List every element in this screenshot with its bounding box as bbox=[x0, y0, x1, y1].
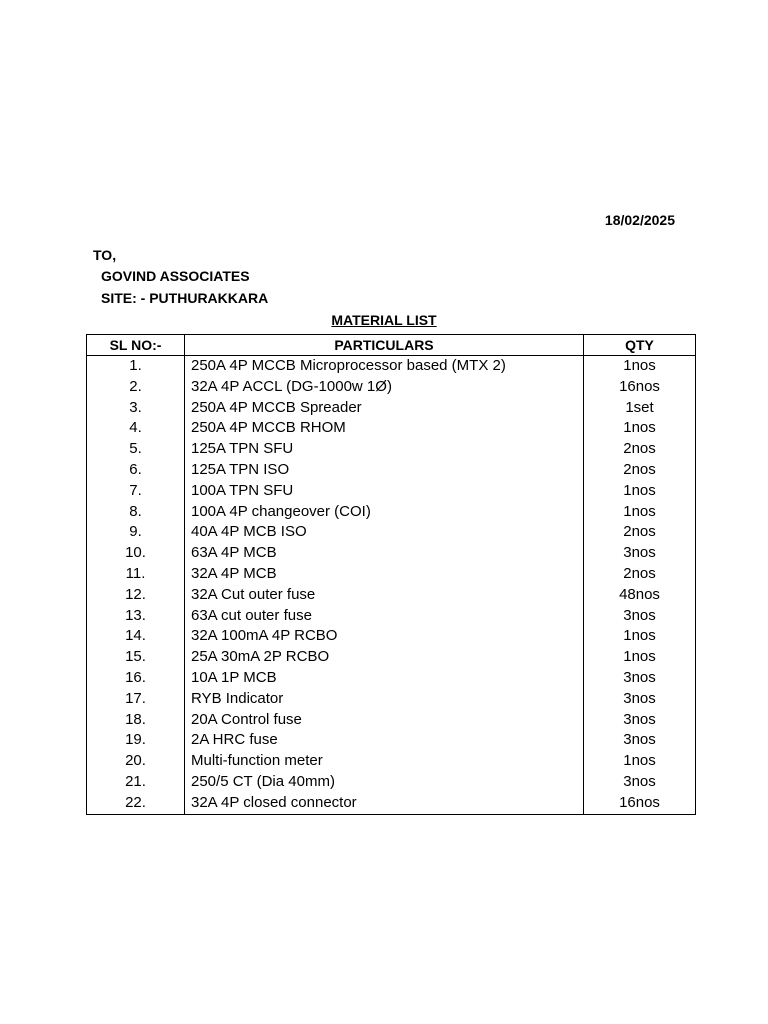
table-row bbox=[87, 772, 696, 793]
cell-qty: 3nos bbox=[584, 710, 696, 731]
table-row bbox=[87, 626, 696, 647]
cell-particular: Multi-function meter bbox=[185, 751, 584, 772]
cell-particular: 32A Cut outer fuse bbox=[185, 585, 584, 606]
cell-sl-no: 5. bbox=[87, 439, 185, 460]
cell-sl-no: 10. bbox=[87, 543, 185, 564]
cell-sl-no: 22. bbox=[87, 793, 185, 814]
cell-sl-no: 4. bbox=[87, 418, 185, 439]
header-particulars: PARTICULARS bbox=[185, 335, 584, 356]
cell-qty: 1nos bbox=[584, 418, 696, 439]
table-row bbox=[87, 398, 696, 419]
cell-qty: 1nos bbox=[584, 481, 696, 502]
header-qty: QTY bbox=[584, 335, 696, 356]
cell-qty: 1nos bbox=[584, 647, 696, 668]
table-row bbox=[87, 356, 696, 377]
cell-particular: 125A TPN SFU bbox=[185, 439, 584, 460]
cell-sl-no: 7. bbox=[87, 481, 185, 502]
cell-particular: 32A 4P MCB bbox=[185, 564, 584, 585]
cell-sl-no: 14. bbox=[87, 626, 185, 647]
table-row bbox=[87, 564, 696, 585]
table-header-row bbox=[87, 335, 696, 356]
cell-qty: 16nos bbox=[584, 377, 696, 398]
table-row bbox=[87, 543, 696, 564]
cell-sl-no: 18. bbox=[87, 710, 185, 731]
cell-sl-no: 21. bbox=[87, 772, 185, 793]
cell-sl-no: 12. bbox=[87, 585, 185, 606]
cell-particular: 40A 4P MCB ISO bbox=[185, 522, 584, 543]
cell-sl-no: 2. bbox=[87, 377, 185, 398]
cell-qty: 1nos bbox=[584, 356, 696, 377]
cell-qty: 1nos bbox=[584, 626, 696, 647]
cell-particular: 63A 4P MCB bbox=[185, 543, 584, 564]
to-label: TO, bbox=[93, 247, 117, 263]
cell-qty: 1nos bbox=[584, 502, 696, 523]
table-row bbox=[87, 522, 696, 543]
cell-particular: 63A cut outer fuse bbox=[185, 606, 584, 627]
table-row bbox=[87, 439, 696, 460]
cell-particular: 125A TPN ISO bbox=[185, 460, 584, 481]
cell-sl-no: 1. bbox=[87, 356, 185, 377]
cell-qty: 2nos bbox=[584, 522, 696, 543]
cell-particular: 20A Control fuse bbox=[185, 710, 584, 731]
cell-sl-no: 9. bbox=[87, 522, 185, 543]
table-row bbox=[87, 668, 696, 689]
cell-qty: 3nos bbox=[584, 606, 696, 627]
cell-qty: 2nos bbox=[584, 460, 696, 481]
cell-sl-no: 11. bbox=[87, 564, 185, 585]
cell-qty: 2nos bbox=[584, 564, 696, 585]
cell-particular: 250A 4P MCCB RHOM bbox=[185, 418, 584, 439]
cell-qty: 3nos bbox=[584, 689, 696, 710]
table-row bbox=[87, 647, 696, 668]
table-row bbox=[87, 710, 696, 731]
cell-qty: 16nos bbox=[584, 793, 696, 814]
cell-sl-no: 8. bbox=[87, 502, 185, 523]
cell-particular: 25A 30mA 2P RCBO bbox=[185, 647, 584, 668]
cell-particular: 100A 4P changeover (COI) bbox=[185, 502, 584, 523]
cell-particular: 10A 1P MCB bbox=[185, 668, 584, 689]
cell-sl-no: 15. bbox=[87, 647, 185, 668]
cell-sl-no: 17. bbox=[87, 689, 185, 710]
table-row bbox=[87, 730, 696, 751]
recipient-company: GOVIND ASSOCIATES bbox=[101, 268, 250, 284]
cell-sl-no: 16. bbox=[87, 668, 185, 689]
site-name: SITE: - PUTHURAKKARA bbox=[101, 290, 269, 306]
table-row bbox=[87, 606, 696, 627]
table-row bbox=[87, 481, 696, 502]
cell-qty: 3nos bbox=[584, 543, 696, 564]
cell-qty: 2nos bbox=[584, 439, 696, 460]
cell-sl-no: 3. bbox=[87, 398, 185, 419]
cell-qty: 1set bbox=[584, 398, 696, 419]
document-date: 18/02/2025 bbox=[604, 212, 675, 228]
table-row bbox=[87, 502, 696, 523]
table-row bbox=[87, 751, 696, 772]
table-row bbox=[87, 689, 696, 710]
cell-qty: 1nos bbox=[584, 751, 696, 772]
cell-sl-no: 6. bbox=[87, 460, 185, 481]
cell-qty: 3nos bbox=[584, 772, 696, 793]
cell-qty: 48nos bbox=[584, 585, 696, 606]
cell-particular: 250A 4P MCCB Microprocessor based (MTX 2) bbox=[185, 356, 584, 377]
table-body bbox=[87, 356, 696, 815]
table-row bbox=[87, 585, 696, 606]
cell-particular: 32A 4P closed connector bbox=[185, 793, 584, 814]
table-row bbox=[87, 793, 696, 814]
cell-particular: 250/5 CT (Dia 40mm) bbox=[185, 772, 584, 793]
table-row bbox=[87, 377, 696, 398]
material-table bbox=[86, 334, 696, 815]
cell-particular: 250A 4P MCCB Spreader bbox=[185, 398, 584, 419]
cell-sl-no: 19. bbox=[87, 730, 185, 751]
cell-qty: 3nos bbox=[584, 730, 696, 751]
cell-sl-no: 20. bbox=[87, 751, 185, 772]
cell-particular: 100A TPN SFU bbox=[185, 481, 584, 502]
cell-sl-no: 13. bbox=[87, 606, 185, 627]
cell-particular: 32A 4P ACCL (DG-1000w 1Ø) bbox=[185, 377, 584, 398]
table-row bbox=[87, 418, 696, 439]
header-sl-no: SL NO:- bbox=[87, 335, 185, 356]
cell-particular: 2A HRC fuse bbox=[185, 730, 584, 751]
table-row bbox=[87, 460, 696, 481]
cell-particular: 32A 100mA 4P RCBO bbox=[185, 626, 584, 647]
cell-qty: 3nos bbox=[584, 668, 696, 689]
material-list-title: MATERIAL LIST bbox=[331, 312, 437, 328]
cell-particular: RYB Indicator bbox=[185, 689, 584, 710]
